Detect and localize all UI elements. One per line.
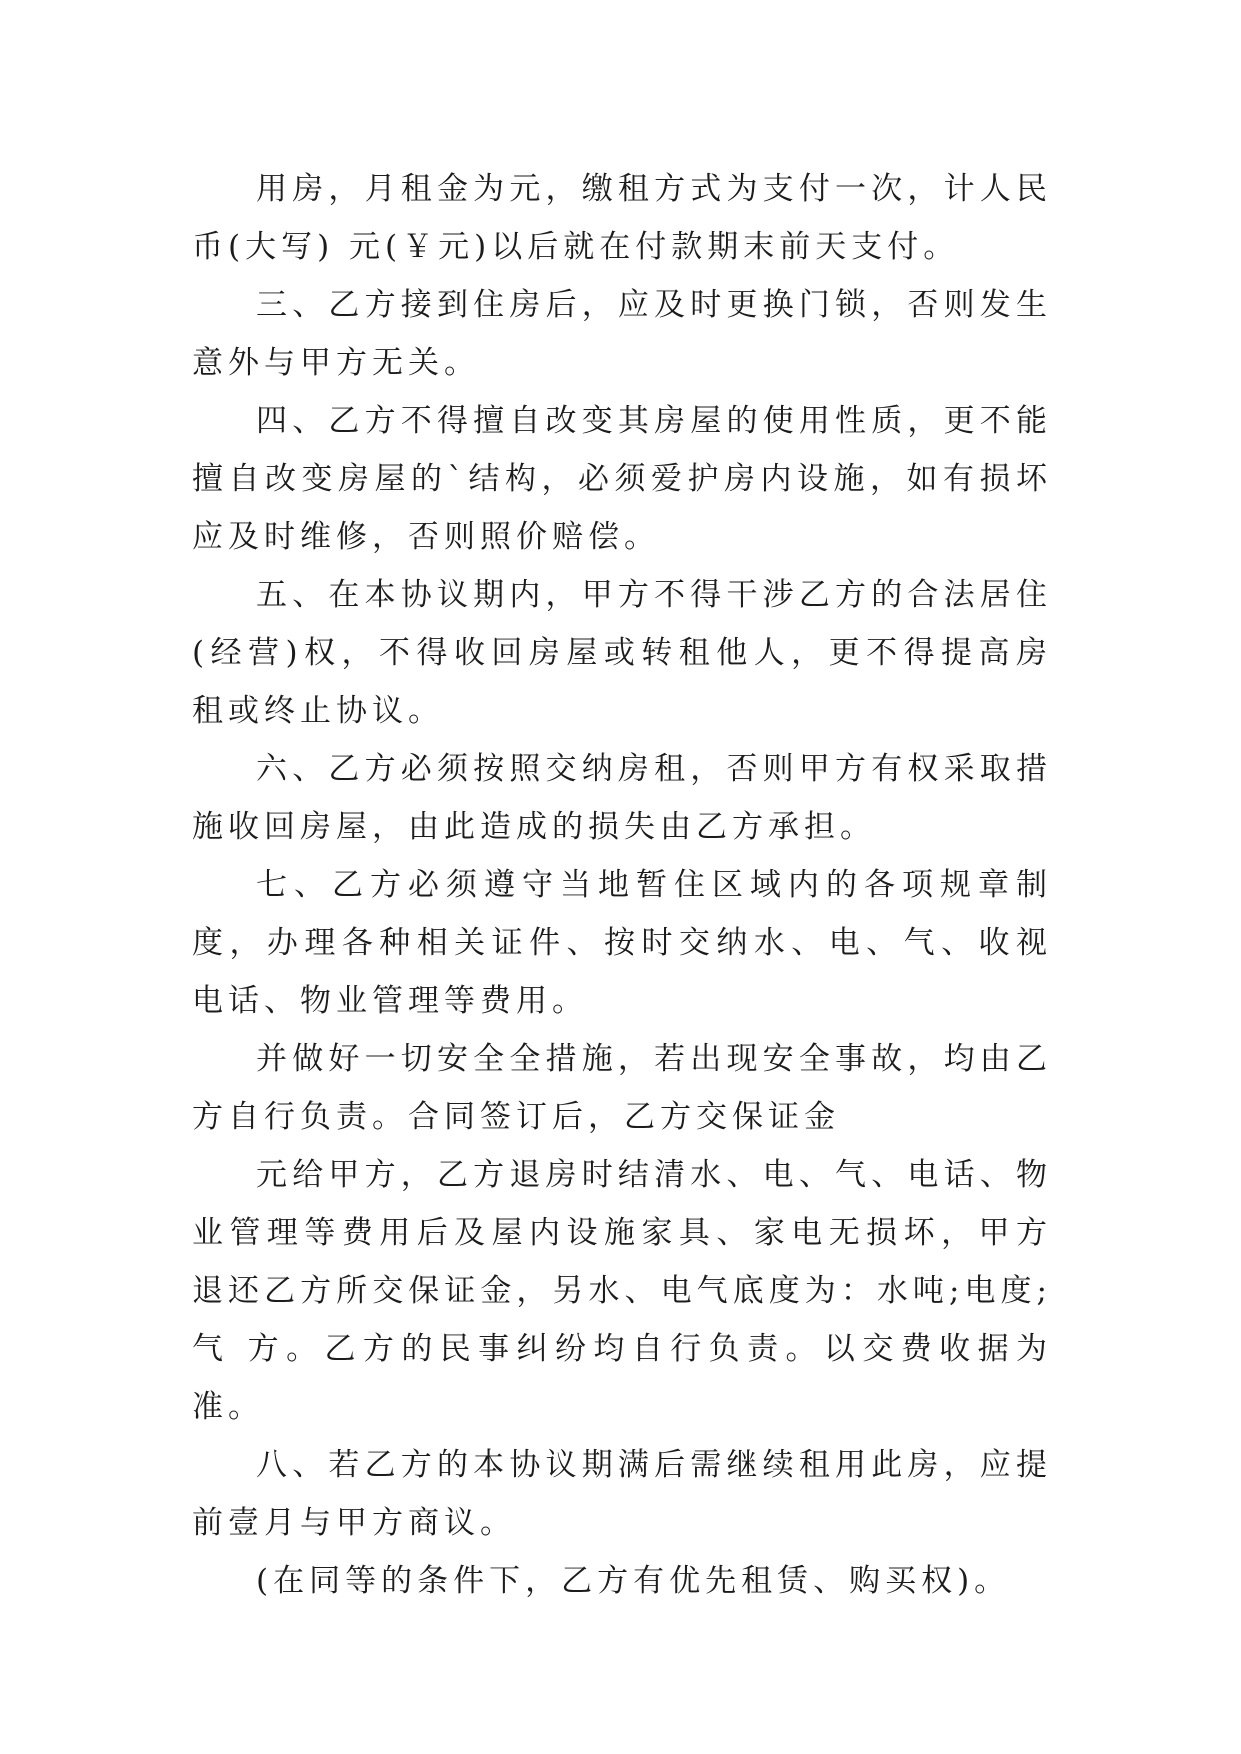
paragraph-clause-7: 七、乙方必须遵守当地暂住区域内的各项规章制度，办理各种相关证件、按时交纳水、电、气、收视电话、物业管理等费用。: [192, 867, 1052, 1019]
paragraph-clause-6: 六、乙方必须按照交纳房租，否则甲方有权采取措施收回房屋，由此造成的损失由乙方承担。: [192, 751, 1052, 845]
paragraph-rent-payment: 用房，月租金为元，缴租方式为支付一次，计人民币(大写) 元(￥元)以后就在付款期末前天支付。: [192, 171, 1052, 265]
document-body: [192, 160, 1052, 1610]
paragraph-clause-3: 三、乙方接到住房后，应及时更换门锁，否则发生意外与甲方无关。: [192, 287, 1052, 381]
paragraph-safety: 并做好一切安全全措施，若出现安全事故，均由乙方自行负责。合同签订后，乙方交保证金: [192, 1041, 1052, 1135]
paragraph-clause-4: 四、乙方不得擅自改变其房屋的使用性质，更不能擅自改变房屋的`结构，必须爱护房内设施，如有损坏应及时维修，否则照价赔偿。: [192, 403, 1052, 555]
paragraph-priority-right: (在同等的条件下，乙方有优先租赁、购买权)。: [256, 1563, 1011, 1599]
paragraph-clause-5: 五、在本协议期内，甲方不得干涉乙方的合法居住(经营)权，不得收回房屋或转租他人，更不得提高房租或终止协议。: [192, 577, 1052, 729]
paragraph-clause-8: 八、若乙方的本协议期满后需继续租用此房，应提前壹月与甲方商议。: [192, 1447, 1052, 1541]
paragraph-deposit: 元给甲方，乙方退房时结清水、电、气、电话、物业管理等费用后及屋内设施家具、家电无损坏，甲方退还乙方所交保证金，另水、电气底度为：水吨;电度;气 方。乙方的民事纠纷均自行负责。以交费收据为准。: [192, 1157, 1052, 1425]
